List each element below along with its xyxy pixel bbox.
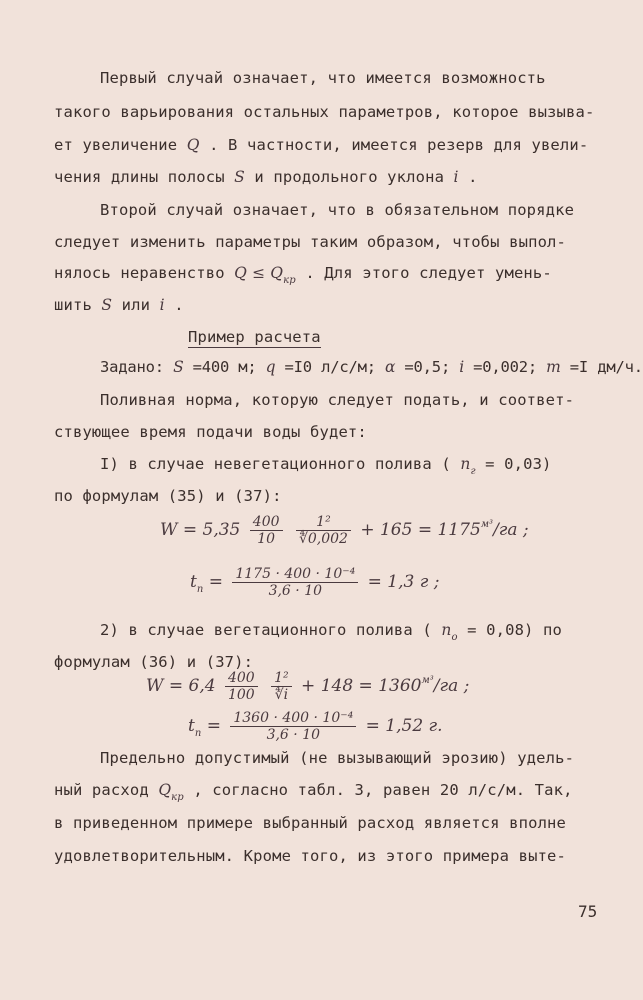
- paragraph3-line2: ствующее время подачи воды будет:: [54, 423, 367, 441]
- paragraph4-line1: Предельно допустимый (не вызывающий эрозию) удель-: [100, 749, 575, 767]
- fraction: $\frac{400}{100}$: [225, 670, 258, 703]
- symbol-s: S: [101, 296, 113, 314]
- case1-line1: I) в случае невегетационного полива ( $n_г = 0,03$): [100, 455, 552, 477]
- paragraph2-line3: нялось неравенство $Q \le Q_{кр}$ . Для этого следует умень-: [54, 264, 552, 286]
- paragraph1-line3: ет увеличение Q . В частности, имеется резерв для увели-: [54, 136, 589, 154]
- inequality: Q ≤ Q: [234, 264, 284, 282]
- fraction: $\frac{\text{1175 · 400 · 10⁻⁴}}{3,6 \cdot 10}$: [232, 566, 358, 599]
- paragraph2-line2: следует изменить параметры таким образом, чтобы выпол-: [54, 233, 567, 251]
- fraction: $\frac{\text{1²}}{∜0,002}$: [296, 514, 351, 547]
- formula-t-nonvegetation: $t_п$ = $\frac{\text{1175 · 400 · 10⁻⁴}}{3,6 \cdot 10}$ = 1,3 г ;: [190, 566, 440, 599]
- paragraph4-line3: в приведенном примере выбранный расход является вполне: [54, 814, 567, 832]
- symbol-i: i: [159, 296, 165, 314]
- symbol-s: S: [234, 168, 245, 186]
- formula-t-vegetation: $t_п$ = $\frac{\text{1360 · 400 · 10⁻⁴}}{3,6 \cdot 10}$ = 1,52 г.: [188, 710, 443, 743]
- paragraph4-line4: удовлетворительным. Кроме того, из этого примера выте-: [54, 847, 567, 865]
- paragraph3-line1: Поливная норма, которую следует подать, и соответ-: [100, 391, 575, 409]
- fraction: $\frac{\text{1²}}{∜i}$: [271, 670, 292, 703]
- case2-line1: 2) в случае вегетационного полива ( $n_о = 0,08$) по: [100, 621, 562, 643]
- symbol-q: Q: [186, 136, 200, 154]
- paragraph1-line2: такого варьирования остальных параметров, которое вызыва-: [54, 103, 595, 121]
- paragraph2-line4: шить S или i .: [54, 296, 184, 314]
- inequality-subscript: кр: [283, 275, 296, 286]
- paragraph1-line4: чения длины полосы S и продольного уклона i .: [54, 168, 478, 186]
- fraction: $\frac{400}{10}$: [250, 514, 283, 547]
- formula-w-nonvegetation: W = 5,35 $\frac{400}{10}$ $\frac{\text{1²}}{∜0,002}$ + $165 = 1175^{м^3}/га$ ;: [160, 514, 529, 547]
- paragraph2-line1: Второй случай означает, что в обязательном порядке: [100, 201, 575, 219]
- symbol-i: i: [453, 168, 459, 186]
- page-number: 75: [578, 902, 598, 921]
- paragraph1-line1: Первый случай означает, что имеется возможность: [100, 69, 546, 87]
- formula-w-vegetation: W = 6,4 $\frac{400}{100}$ $\frac{\text{1²}}{∜i}$ + $148 = 1360^{м^3}/га$ ;: [146, 670, 470, 703]
- case1-line2: по формулам (35) и (37):: [54, 487, 282, 505]
- case2-line2: формулам (36) и (37):: [54, 653, 254, 671]
- example-heading: Пример расчета: [188, 328, 321, 346]
- paragraph4-line2: ный расход $Q_{кр}$ , согласно табл. 3, равен 20 л/с/м. Так,: [54, 781, 573, 803]
- fraction: $\frac{\text{1360 · 400 · 10⁻⁴}}{3,6 \cdot 10}$: [230, 710, 356, 743]
- given-values: Задано: S =400 м; q =I0 л/с/м; α =0,5; i =0,002; m =I дм/ч.: [100, 358, 643, 376]
